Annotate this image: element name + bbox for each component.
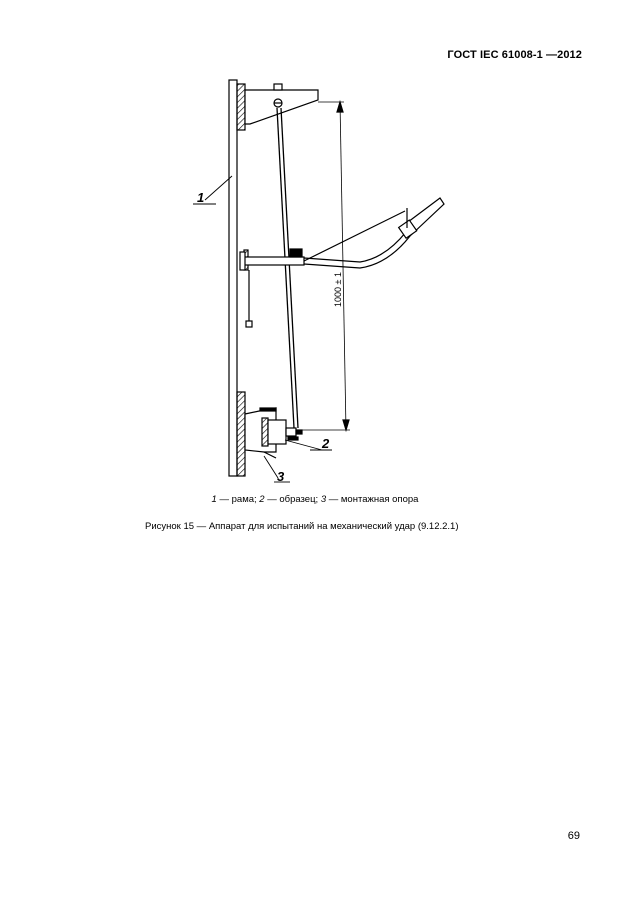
release-arm [244,257,304,265]
hanging-weight [246,321,252,327]
wall-hatch-bottom [237,392,245,476]
pendulum-rod [277,108,294,428]
dimension-line [340,102,346,430]
frame [229,80,237,476]
document-header: ГОСТ IEC 61008-1 —2012 [447,49,582,61]
figure-legend [0,494,630,505]
dimension-label: 1000 ± 1 [333,272,343,307]
legend-num-3: 3 [320,494,327,505]
legend-num-2: 2 [259,494,265,505]
callout-2: 2 [322,436,330,451]
legend-num-1: 1 [211,494,217,505]
callout-1: 1 [197,190,205,205]
figure-caption: Рисунок 15 — Аппарат для испытаний на механический удар (9.12.2.1) [145,521,459,532]
legend-text-3: — монтажная опора [326,494,419,505]
page-number: 69 [567,830,580,842]
legend-text-2: — образец; [264,494,321,505]
callout-3: 3 [277,469,285,484]
legend-text-1: — рама; [216,494,260,505]
wall-hatch-top [237,84,245,130]
specimen [268,420,286,444]
